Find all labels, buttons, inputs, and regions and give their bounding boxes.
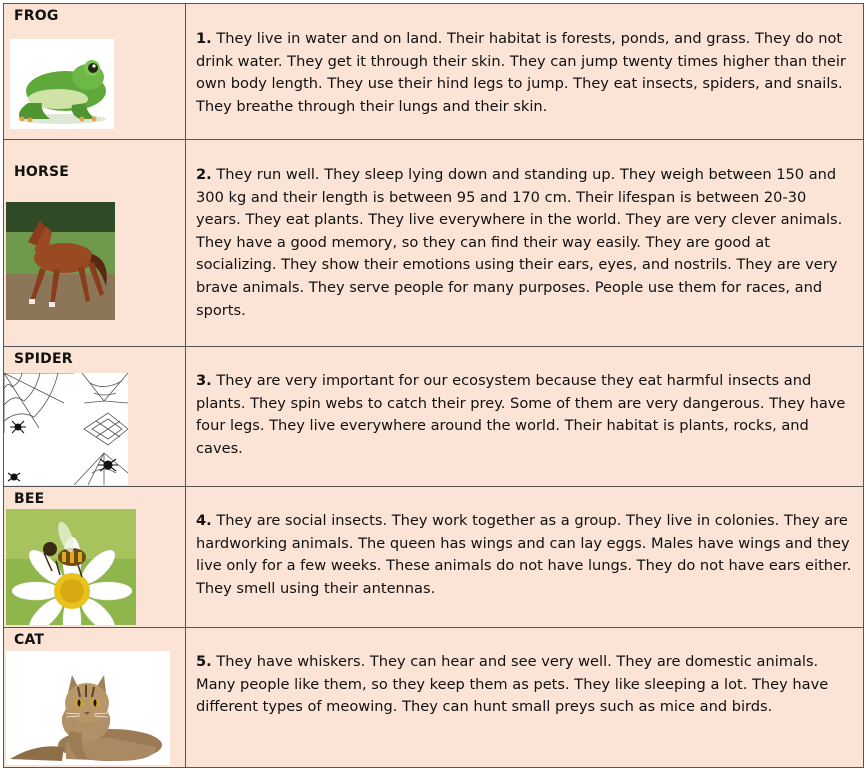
animal-cell bbox=[4, 487, 186, 628]
table-row bbox=[4, 4, 864, 140]
animal-cell bbox=[4, 4, 186, 140]
frog-photo bbox=[10, 39, 114, 129]
horse-photo bbox=[6, 202, 115, 320]
animal-name: SPIDER bbox=[14, 351, 73, 367]
fact-text: They are very important for our ecosystem because they eat harmful insects and plants. They spin webs to catch their prey. Some of them are very dangerous. They have four legs. They live everywhere around the world. Their habitat is plants, rocks, and caves. bbox=[196, 372, 846, 457]
animal-name: BEE bbox=[14, 491, 45, 507]
fact-number: 4. bbox=[196, 512, 212, 529]
description-cell bbox=[186, 628, 864, 768]
tabby-cat-photo bbox=[6, 651, 170, 765]
animal-facts-table bbox=[3, 3, 864, 768]
description-cell bbox=[186, 347, 864, 487]
table-row bbox=[4, 347, 864, 487]
bee-on-daisy-photo bbox=[6, 509, 136, 625]
fact-number: 5. bbox=[196, 653, 212, 670]
animal-cell bbox=[4, 347, 186, 487]
fact-number: 3. bbox=[196, 372, 212, 389]
animal-description bbox=[196, 370, 855, 460]
table-row bbox=[4, 140, 864, 347]
animal-description bbox=[196, 510, 855, 600]
fact-text: They are social insects. They work together as a group. They live in colonies. They are hardworking animals. The queen has wings and can lay eggs. Males have wings and they live only for a few weeks. These animals do not have lungs. They do not have ears either. They smell using their antennas. bbox=[196, 512, 852, 597]
animal-description bbox=[196, 164, 855, 322]
description-cell bbox=[186, 4, 864, 140]
fact-text: They run well. They sleep lying down and standing up. They weigh between 150 and 300 kg and their length is between 95 and 170 cm. Their lifespan is between 20-30 years. They eat plants. They live everywhere in the world. They are very clever animals. They have a good memory, so they can find their way easily. They are good at socializing. They show their emotions using their ears, eyes, and nostrils. They are very brave animals. They serve people for many purposes. People use them for races, and sports. bbox=[196, 166, 843, 319]
fact-text: They have whiskers. They can hear and see very well. They are domestic animals. Many people like them, so they keep them as pets. They like sleeping a lot. They have different types of meowing. They can hunt small preys such as mice and birds. bbox=[196, 653, 829, 716]
description-cell bbox=[186, 140, 864, 347]
description-cell bbox=[186, 487, 864, 628]
fact-number: 1. bbox=[196, 30, 212, 47]
table-row bbox=[4, 628, 864, 768]
animal-name: FROG bbox=[14, 8, 59, 24]
spider-web-drawing bbox=[4, 373, 128, 485]
animal-description bbox=[196, 28, 855, 118]
animal-name: CAT bbox=[14, 632, 45, 648]
animal-cell bbox=[4, 140, 186, 347]
fact-number: 2. bbox=[196, 166, 212, 183]
fact-text: They live in water and on land. Their habitat is forests, ponds, and grass. They do not drink water. They get it through their skin. They can jump twenty times higher than their own body length. They use their hind legs to jump. They eat insects, spiders, and snails. They breathe through their lungs and their skin. bbox=[196, 30, 846, 115]
table-row bbox=[4, 487, 864, 628]
animal-name: HORSE bbox=[14, 164, 70, 180]
animal-cell bbox=[4, 628, 186, 768]
animal-description bbox=[196, 651, 855, 719]
